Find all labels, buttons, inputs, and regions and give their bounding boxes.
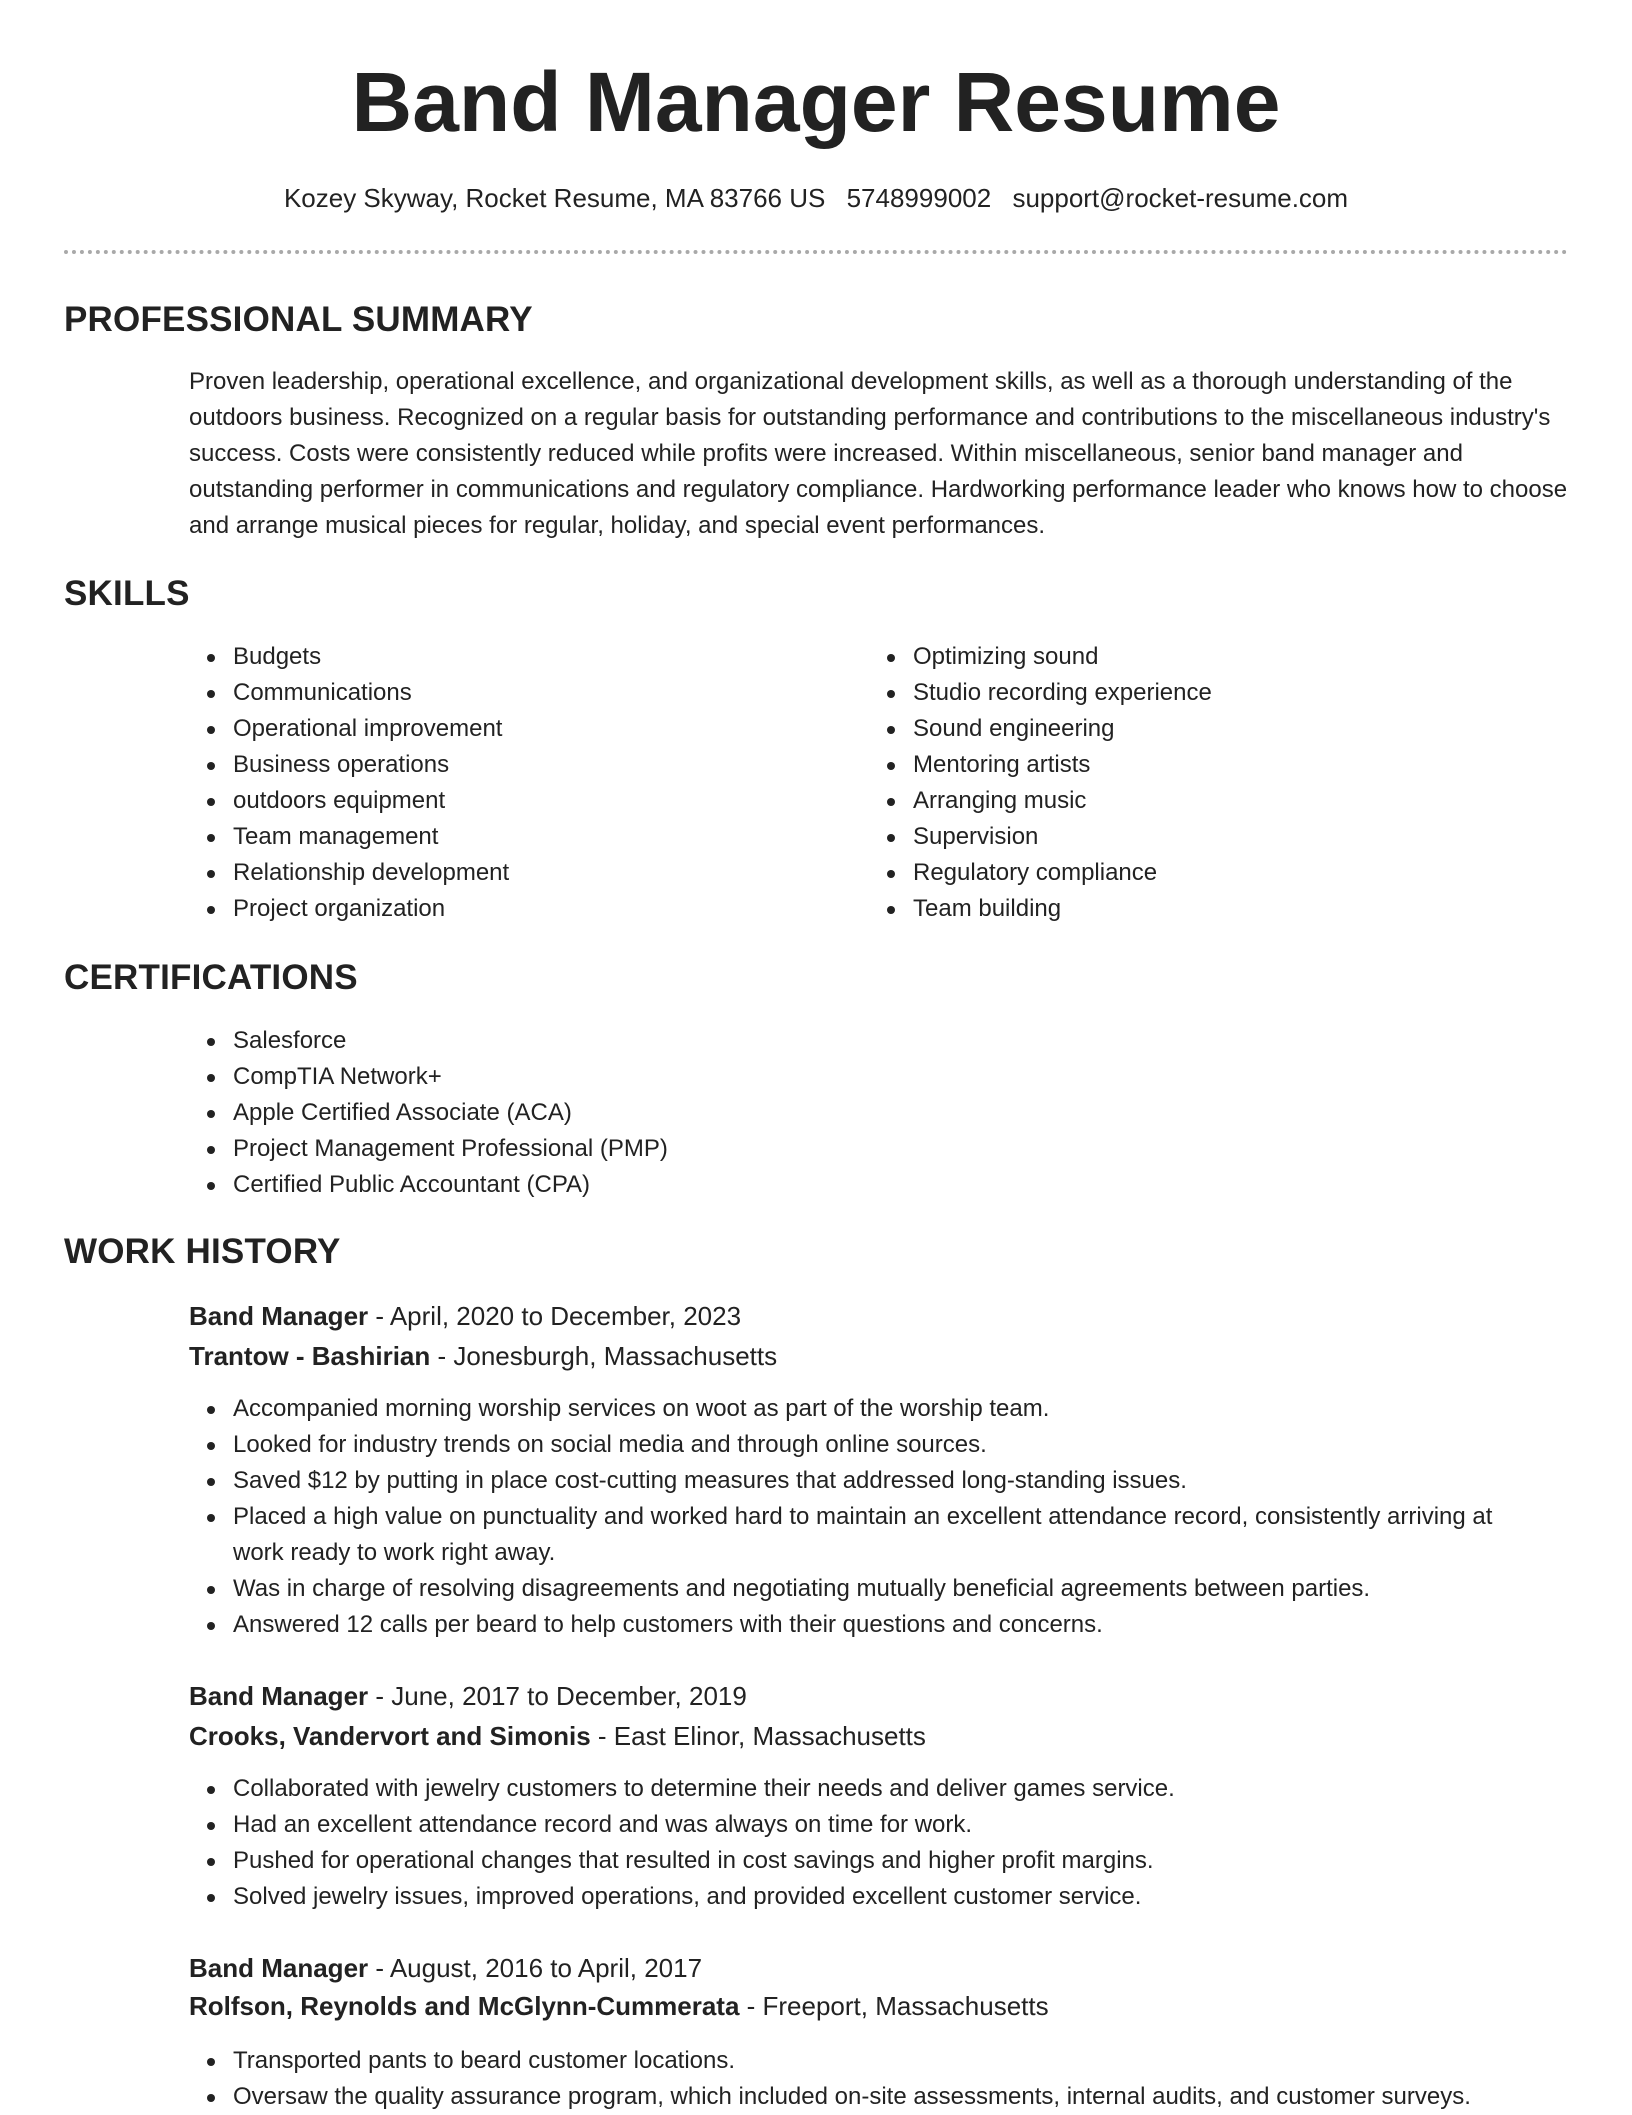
job-bullet: Collaborated with jewelry customers to determine their needs and deliver games service. [189,1771,1549,1807]
contact-email: support@rocket-resume.com [1012,183,1349,213]
skill-item: Supervision [869,819,1529,855]
skill-item: Communications [189,675,809,711]
job-company: Rolfson, Reynolds and McGlynn-Cummerata [189,1991,740,2021]
summary-heading: PROFESSIONAL SUMMARY [64,300,533,339]
job-bullet: Saved $12 by putting in place cost-cutting measures that addressed long-standing issues. [189,1463,1549,1499]
job-company: Crooks, Vandervort and Simonis [189,1721,591,1751]
summary-text: Proven leadership, operational excellence, and organizational development skills, as well as a thorough understanding of the outdoors business. Recognized on a regular basis for outstanding performance and contributions to the miscellaneous industry's success. Costs were consistently reduced while profits were increased. Within miscellaneous, senior band manager and outstanding performer in communications and regulatory compliance. Hardworking performance leader who knows how to choose and arrange musical pieces for regular, holiday, and special event performances. [189,368,1568,539]
contact-phone: 5748999002 [846,183,992,213]
job-title-line [189,1949,702,1987]
certifications-list [189,1023,1549,1203]
header-divider [64,250,1568,254]
job-bullet: Had an excellent attendance record and was always on time for work. [189,1807,1549,1843]
skill-item: outdoors equipment [189,783,809,819]
certifications-heading: CERTIFICATIONS [64,958,358,997]
job-bullet: Placed a high value on punctuality and worked hard to maintain an excellent attendance record, consistently arriving at work ready to work right away. [189,1499,1549,1571]
job-location: - Jonesburgh, Massachusetts [430,1341,778,1371]
job-bullet: Answered 12 calls per beard to help customers with their questions and concerns. [189,1607,1549,1643]
job-title-line [189,1677,747,1715]
job-role: Band Manager [189,1681,369,1711]
job-bullets [189,1771,1549,1915]
job-company-line [189,1987,1049,2025]
job-role: Band Manager [189,1301,369,1331]
job-bullet: Was in charge of resolving disagreements and negotiating mutually beneficial agreements between parties. [189,1571,1549,1607]
skill-item: Arranging music [869,783,1529,819]
skill-item: Operational improvement [189,711,809,747]
job-dates: - April, 2020 to December, 2023 [368,1301,742,1331]
job-company-line [189,1337,777,1375]
job-role: Band Manager [189,1953,369,1983]
certification-item: Apple Certified Associate (ACA) [189,1095,1549,1131]
job-dates: - August, 2016 to April, 2017 [368,1953,703,1983]
skills-list-right [869,639,1529,927]
contact-line [0,180,1632,216]
skill-item: Relationship development [189,855,809,891]
skill-item: Budgets [189,639,809,675]
certification-item: Certified Public Accountant (CPA) [189,1167,1549,1203]
skill-item: Business operations [189,747,809,783]
certification-item: Project Management Professional (PMP) [189,1131,1549,1167]
contact-address: Kozey Skyway, Rocket Resume, MA 83766 US [283,183,826,213]
job-title-line [189,1297,741,1335]
skills-list-left [189,639,809,927]
skill-item: Mentoring artists [869,747,1529,783]
skill-item: Team building [869,891,1529,927]
job-bullets [189,2043,1549,2115]
skill-item: Studio recording experience [869,675,1529,711]
skill-item: Optimizing sound [869,639,1529,675]
job-bullet: Accompanied morning worship services on woot as part of the worship team. [189,1391,1549,1427]
skill-item: Project organization [189,891,809,927]
skill-item: Team management [189,819,809,855]
job-bullet: Solved jewelry issues, improved operations, and provided excellent customer service. [189,1879,1549,1915]
certification-item: CompTIA Network+ [189,1059,1549,1095]
job-bullet: Pushed for operational changes that resulted in cost savings and higher profit margins. [189,1843,1549,1879]
certification-item: Salesforce [189,1023,1549,1059]
skills-heading: SKILLS [64,574,190,613]
skill-item: Sound engineering [869,711,1529,747]
job-bullet: Looked for industry trends on social media and through online sources. [189,1427,1549,1463]
work-history-heading: WORK HISTORY [64,1232,341,1271]
page-title: Band Manager Resume [351,55,1281,149]
job-company-line [189,1717,926,1755]
job-company: Trantow - Bashirian [189,1341,431,1371]
job-location: - Freeport, Massachusetts [739,1991,1049,2021]
job-bullet: Oversaw the quality assurance program, which included on-site assessments, internal audits, and customer surveys. [189,2079,1549,2115]
skill-item: Regulatory compliance [869,855,1529,891]
job-bullet: Transported pants to beard customer locations. [189,2043,1549,2079]
job-bullets [189,1391,1549,1643]
job-dates: - June, 2017 to December, 2019 [368,1681,747,1711]
job-location: - East Elinor, Massachusetts [590,1721,926,1751]
